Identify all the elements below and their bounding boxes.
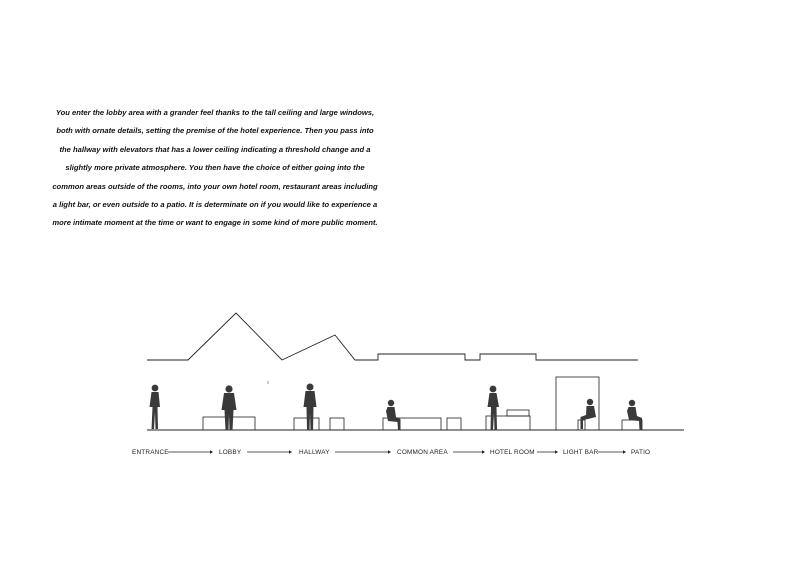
sequence-label-common-area: COMMON AREA (397, 449, 448, 456)
hallway-small-block (330, 418, 344, 430)
arrow-lobby-to-hallway (247, 450, 292, 453)
lobby-bench (203, 417, 255, 430)
patio-person-figure (627, 400, 642, 430)
hallway-person-figure (304, 384, 317, 431)
arrow-entrance-to-lobby (168, 450, 213, 453)
hotel-room-person-figure (488, 386, 500, 430)
sequence-label-light-bar: LIGHT BAR (563, 449, 599, 456)
sequence-label-patio: PATIO (631, 449, 651, 456)
arrow-hallway-to-common-area (335, 450, 391, 453)
patio-bench (622, 420, 642, 430)
arrow-hotel-room-to-light-bar (537, 450, 558, 453)
entrance-person-figure (150, 385, 161, 429)
sequence-label-hotel-room: HOTEL ROOM (490, 449, 535, 456)
common-area-person-figure (386, 400, 401, 430)
hotel-bed-headboard (507, 410, 529, 416)
narrative-text: You enter the lobby area with a grander feel thanks to the tall ceiling and large windows, both with ornate details, setting the premise of the hotel experience. Then you pass into the hallway with elevators that has a lower ceiling indicating a threshold change and a slightly more private atmosphere. You then have the choice of either going into the common areas outside of the rooms, into your own hotel room, restaurant areas including a light bar, or even outside to a patio. It is determinate on if you would like to experience a more intimate moment at the time or want to engage in some kind of more public moment. (52, 108, 378, 228)
lobby-person-figure (222, 385, 237, 430)
sequence-label-entrance: ENTRANCE (132, 449, 169, 456)
sequence-label-lobby: LOBBY (219, 449, 242, 456)
common-small-block (447, 418, 461, 430)
sequence-label-hallway: HALLWAY (299, 449, 330, 456)
hallway-block (294, 418, 319, 430)
arrow-common-area-to-hotel-room (453, 450, 485, 453)
ceiling-profile (147, 313, 638, 360)
arrow-light-bar-to-patio (598, 450, 626, 453)
light-bar-person-figure (581, 399, 597, 429)
